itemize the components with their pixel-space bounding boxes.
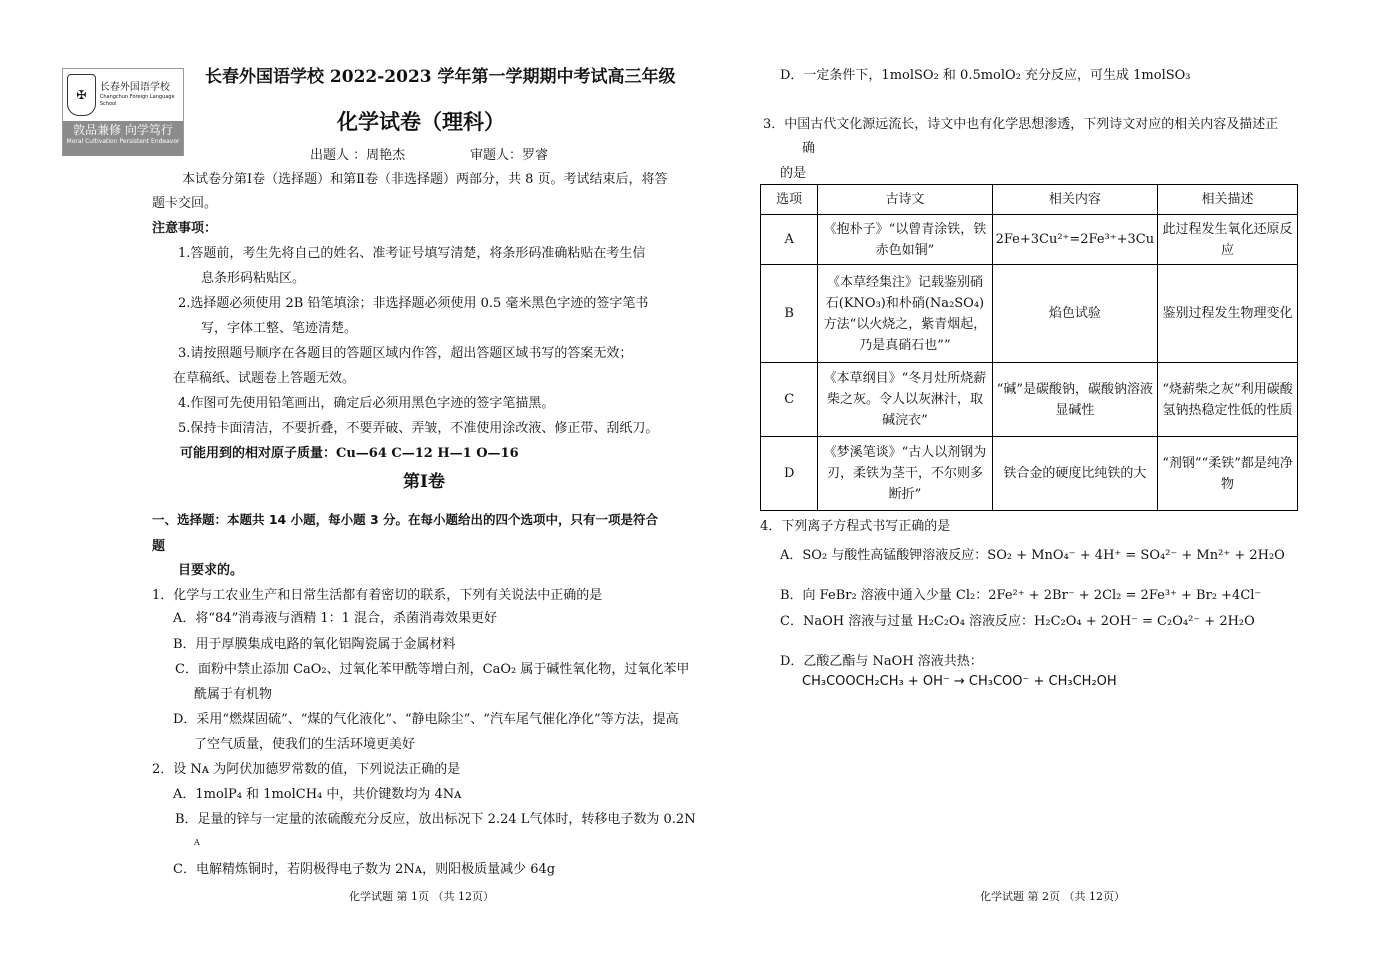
logo-school-name-en: Changchun Foreign Language School (99, 94, 175, 107)
table-cell: “烧薪柴之灰”利用碳酸氢钠热稳定性低的性质 (1158, 363, 1298, 437)
notice-5: 5.保持卡面清洁，不要折叠，不要弄破、弄皱，不准使用涂改液、修正带、刮纸刀。 (178, 421, 659, 436)
table-row (761, 437, 1298, 511)
q4-option-c: C．NaOH 溶液与过量 H₂C₂O₄ 溶液反应：H₂C₂O₄ + 2OH⁻ = C₂O₄²⁻ + 2H₂O (780, 614, 1255, 629)
table-cell: 2Fe+3Cu²⁺=2Fe³⁺+3Cu (992, 215, 1158, 265)
q1-option-b: B．用于厚膜集成电路的氧化铝陶瓷属于金属材料 (173, 637, 456, 652)
section-title: 第Ⅰ卷 (403, 472, 445, 492)
q3-stem-c: 的是 (780, 166, 807, 181)
author-line: 出题人 ：周艳杰 (310, 148, 406, 163)
q3-table (760, 184, 1298, 511)
school-logo (62, 68, 184, 156)
table-row (761, 265, 1298, 363)
logo-motto-en: Moral Cultivation Persistent Endeavor (66, 138, 180, 145)
table-cell: 此过程发生氧化还原反应 (1158, 215, 1298, 265)
notice-4: 4.作图可先使用铅笔画出，确定后必须用黑色字迹的签字笔描黑。 (178, 396, 555, 411)
table-cell: D (761, 437, 818, 511)
table-row (761, 363, 1298, 437)
table-cell: 焰色试验 (992, 265, 1158, 363)
q4-stem: 4．下列离子方程式书写正确的是 (760, 519, 951, 534)
table-header-cell: 选项 (761, 185, 818, 215)
q1-stem: 1．化学与工农业生产和日常生活都有着密切的联系，下列有关说法中正确的是 (152, 588, 603, 603)
q1-option-a: A．将“84”消毒液与酒精 1：1 混合，杀菌消毒效果更好 (173, 611, 498, 626)
intro-line-2: 题卡交回。 (152, 196, 218, 211)
table-cell: 《本草纲目》“冬月灶所烧薪柴之灰。令人以灰淋汁，取碱浣衣” (818, 363, 992, 437)
table-header-cell: 相关描述 (1158, 185, 1298, 215)
q1-option-c-2: 酰属于有机物 (194, 687, 273, 702)
exam-title: 长春外国语学校 2022-2023 学年第一学期期中考试高三年级 (205, 67, 676, 87)
q3-stem-b: 确 (802, 141, 816, 156)
table-cell: A (761, 215, 818, 265)
part-heading-c: 目要求的。 (178, 563, 244, 578)
notice-2b: 写，字体工整、笔迹清楚。 (201, 321, 358, 336)
notice-3a: 3.请按照题号顺序在各题目的答题区域内作答，超出答题区域书写的答案无效； (178, 346, 633, 361)
notice-title: 注意事项： (152, 221, 218, 236)
q2-option-c: C．电解精炼铜时，若阴极得电子数为 2Nᴀ，则阳极质量减少 64g (173, 862, 556, 877)
table-cell: “剂钢”“柔铁”都是纯净物 (1158, 437, 1298, 511)
q2-option-b: B．足量的锌与一定量的浓硫酸充分反应，放出标况下 2.24 L气体时，转移电子数为 0.2N (175, 812, 696, 827)
q4-option-b: B．向 FeBr₂ 溶液中通入少量 Cl₂：2Fe²⁺ + 2Br⁻ + 2Cl₂ = 2Fe³⁺ + Br₂ +4Cl⁻ (780, 588, 1262, 603)
exam-subtitle: 化学试卷（理科） (337, 109, 505, 134)
table-cell: 《抱朴子》“以曾青涂铁，铁赤色如铜” (818, 215, 992, 265)
q4-option-d-equation: CH₃COOCH₂CH₃ + OH⁻ → CH₃COO⁻ + CH₃CH₂OH (802, 674, 1117, 689)
q4-option-a: A．SO₂ 与酸性高锰酸钾溶液反应：SO₂ + MnO₄⁻ + 4H⁺ = SO₄²⁻ + Mn²⁺ + 2H₂O (780, 548, 1285, 563)
atomic-mass-line: 可能用到的相对原子质量：Cu—64 C—12 H—1 O—16 (180, 446, 519, 461)
notice-2a: 2.选择题必须使用 2B 铅笔填涂；非选择题必须使用 0.5 毫米黑色字迹的签字笔书 (178, 296, 649, 311)
reviewer-line: 审题人：罗睿 (470, 148, 549, 163)
notice-3b: 在草稿纸、试题卷上答题无效。 (173, 371, 356, 386)
logo-motto: 敦品兼修 向学笃行 (73, 123, 173, 137)
table-cell: “碱”是碳酸钠，碳酸钠溶液显碱性 (992, 363, 1158, 437)
q2-stem: 2．设 Nᴀ 为阿伏加德罗常数的值，下列说法正确的是 (152, 762, 461, 777)
table-cell: B (761, 265, 818, 363)
q4-option-d: D．乙酸乙酯与 NaOH 溶液共热： (780, 654, 983, 669)
q2-option-d: D．一定条件下，1molSO₂ 和 0.5molO₂ 充分反应，可生成 1molSO₃ (780, 68, 1191, 83)
table-cell: C (761, 363, 818, 437)
page-2-footer: 化学试题 第 2页 （共 12页） (980, 890, 1125, 903)
table-header-row (761, 185, 1298, 215)
q2-option-a: A．1molP₄ 和 1molCH₄ 中，共价键数均为 4Nᴀ (173, 787, 462, 802)
notice-1b: 息条形码粘贴区。 (201, 271, 306, 286)
notice-1a: 1.答题前，考生先将自己的姓名、准考证号填写清楚，将条形码准确粘贴在考生信 (178, 246, 646, 261)
table-cell: 《梦溪笔谈》“古人以剂钢为刃，柔铁为茎干，不尔则多断折” (818, 437, 992, 511)
table-cell: 《本草经集注》记载鉴别硝石(KNO₃)和朴硝(Na₂SO₄)方法“以火烧之，紫青烟起，乃是真硝石也”” (818, 265, 992, 363)
table-cell: 铁合金的硬度比纯铁的大 (992, 437, 1158, 511)
intro-line-1: 本试卷分第Ⅰ卷（选择题）和第Ⅱ卷（非选择题）两部分，共 8 页。考试结束后，将答 (182, 172, 668, 187)
logo-school-name: 长春外国语学校 (99, 82, 170, 93)
table-cell: 鉴别过程发生物理变化 (1158, 265, 1298, 363)
table-row (761, 215, 1298, 265)
q2-option-b-tail: A (194, 838, 200, 847)
part-heading-b: 题 (152, 539, 166, 554)
page-1-footer: 化学试题 第 1页 （共 12页） (349, 890, 494, 903)
table-header-cell: 古诗文 (818, 185, 992, 215)
part-heading-a: 一、选择题：本题共 14 小题，每小题 3 分。在每小题给出的四个选项中，只有一项是符合 (152, 512, 659, 527)
q3-stem-a: 3．中国古代文化源远流长，诗文中也有化学思想渗透，下列诗文对应的相关内容及描述正 (763, 117, 1279, 132)
q1-option-d-2: 了空气质量，使我们的生活环境更美好 (194, 737, 416, 752)
q1-option-d-1: D．采用“燃煤固硫”、“煤的气化液化”、“静电除尘”、“汽车尾气催化净化”等方法，提高 (173, 712, 679, 727)
q1-option-c-1: C．面粉中禁止添加 CaO₂、过氧化苯甲酰等增白剂，CaO₂ 属于碱性氧化物，过氧化苯甲 (175, 662, 690, 677)
table-header-cell: 相关内容 (992, 185, 1158, 215)
page-2 (690, 0, 1375, 971)
crest-icon: ✠ (67, 74, 96, 116)
